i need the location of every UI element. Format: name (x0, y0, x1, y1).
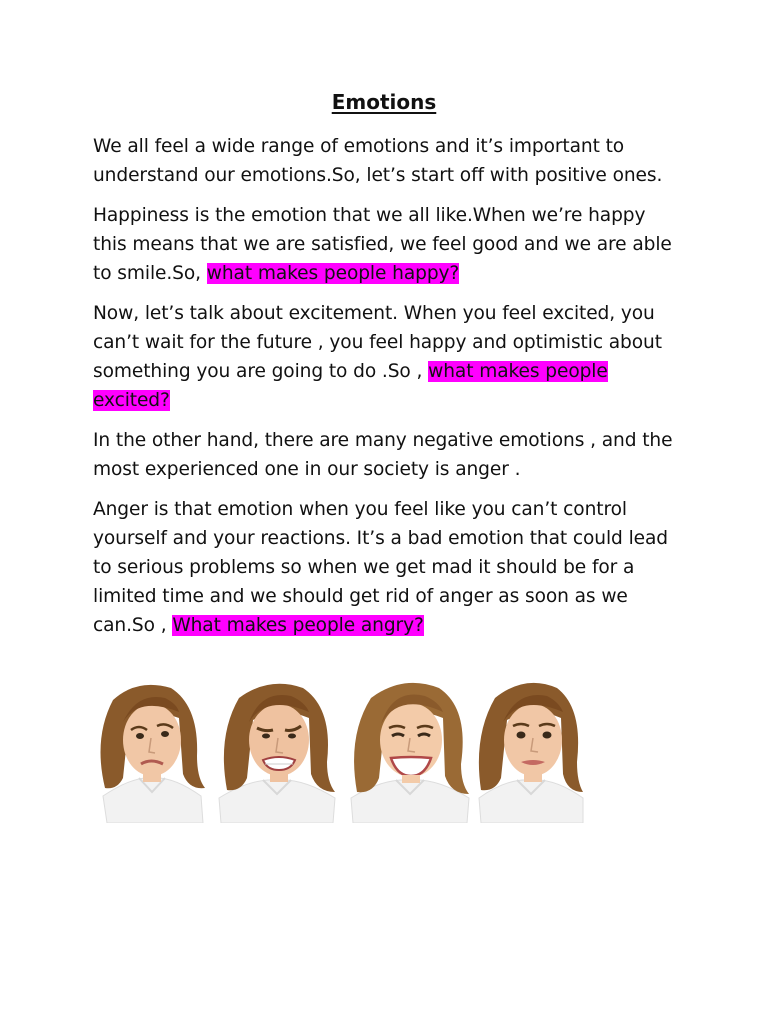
doubtful-face-icon (93, 678, 211, 823)
paragraph-text: We all feel a wide range of emotions and it’s important to understand our emotions.So, let’s start off with positive ones. (93, 136, 663, 186)
highlighted-question: What makes people angry? (172, 615, 424, 636)
angry-face-icon (211, 678, 343, 823)
paragraph-happiness (93, 201, 683, 288)
paragraph-negative (93, 426, 683, 484)
highlighted-question: what makes people happy? (206, 263, 460, 284)
emotion-faces-image (93, 678, 585, 823)
paragraph-intro (93, 132, 683, 190)
highlighted-question: what makes people excited? (93, 361, 608, 411)
paragraph-text: Anger is that emotion when you feel like you can’t control yourself and your reactions. It’s a bad emotion that could lead to serious problems so when we get mad it should be for a limited time and we should get rid of anger as soon as we can.So , (93, 499, 668, 636)
paragraph-anger (93, 495, 683, 640)
paragraph-excitement (93, 299, 683, 415)
happy-face-icon (343, 678, 477, 823)
paragraph-text: Happiness is the emotion that we all like.When we’re happy this means that we are satisfied, we feel good and we are able to smile.So, (93, 205, 672, 284)
unsure-face-icon (477, 678, 585, 823)
paragraph-text: Now, let’s talk about excitement. When you feel excited, you can’t wait for the future , you feel happy and optimistic about something you are going to do .So , (93, 303, 662, 382)
paragraph-text: In the other hand, there are many negative emotions , and the most experienced one in our society is anger . (93, 430, 673, 480)
page-title: Emotions (331, 90, 437, 114)
document-body (93, 132, 683, 651)
